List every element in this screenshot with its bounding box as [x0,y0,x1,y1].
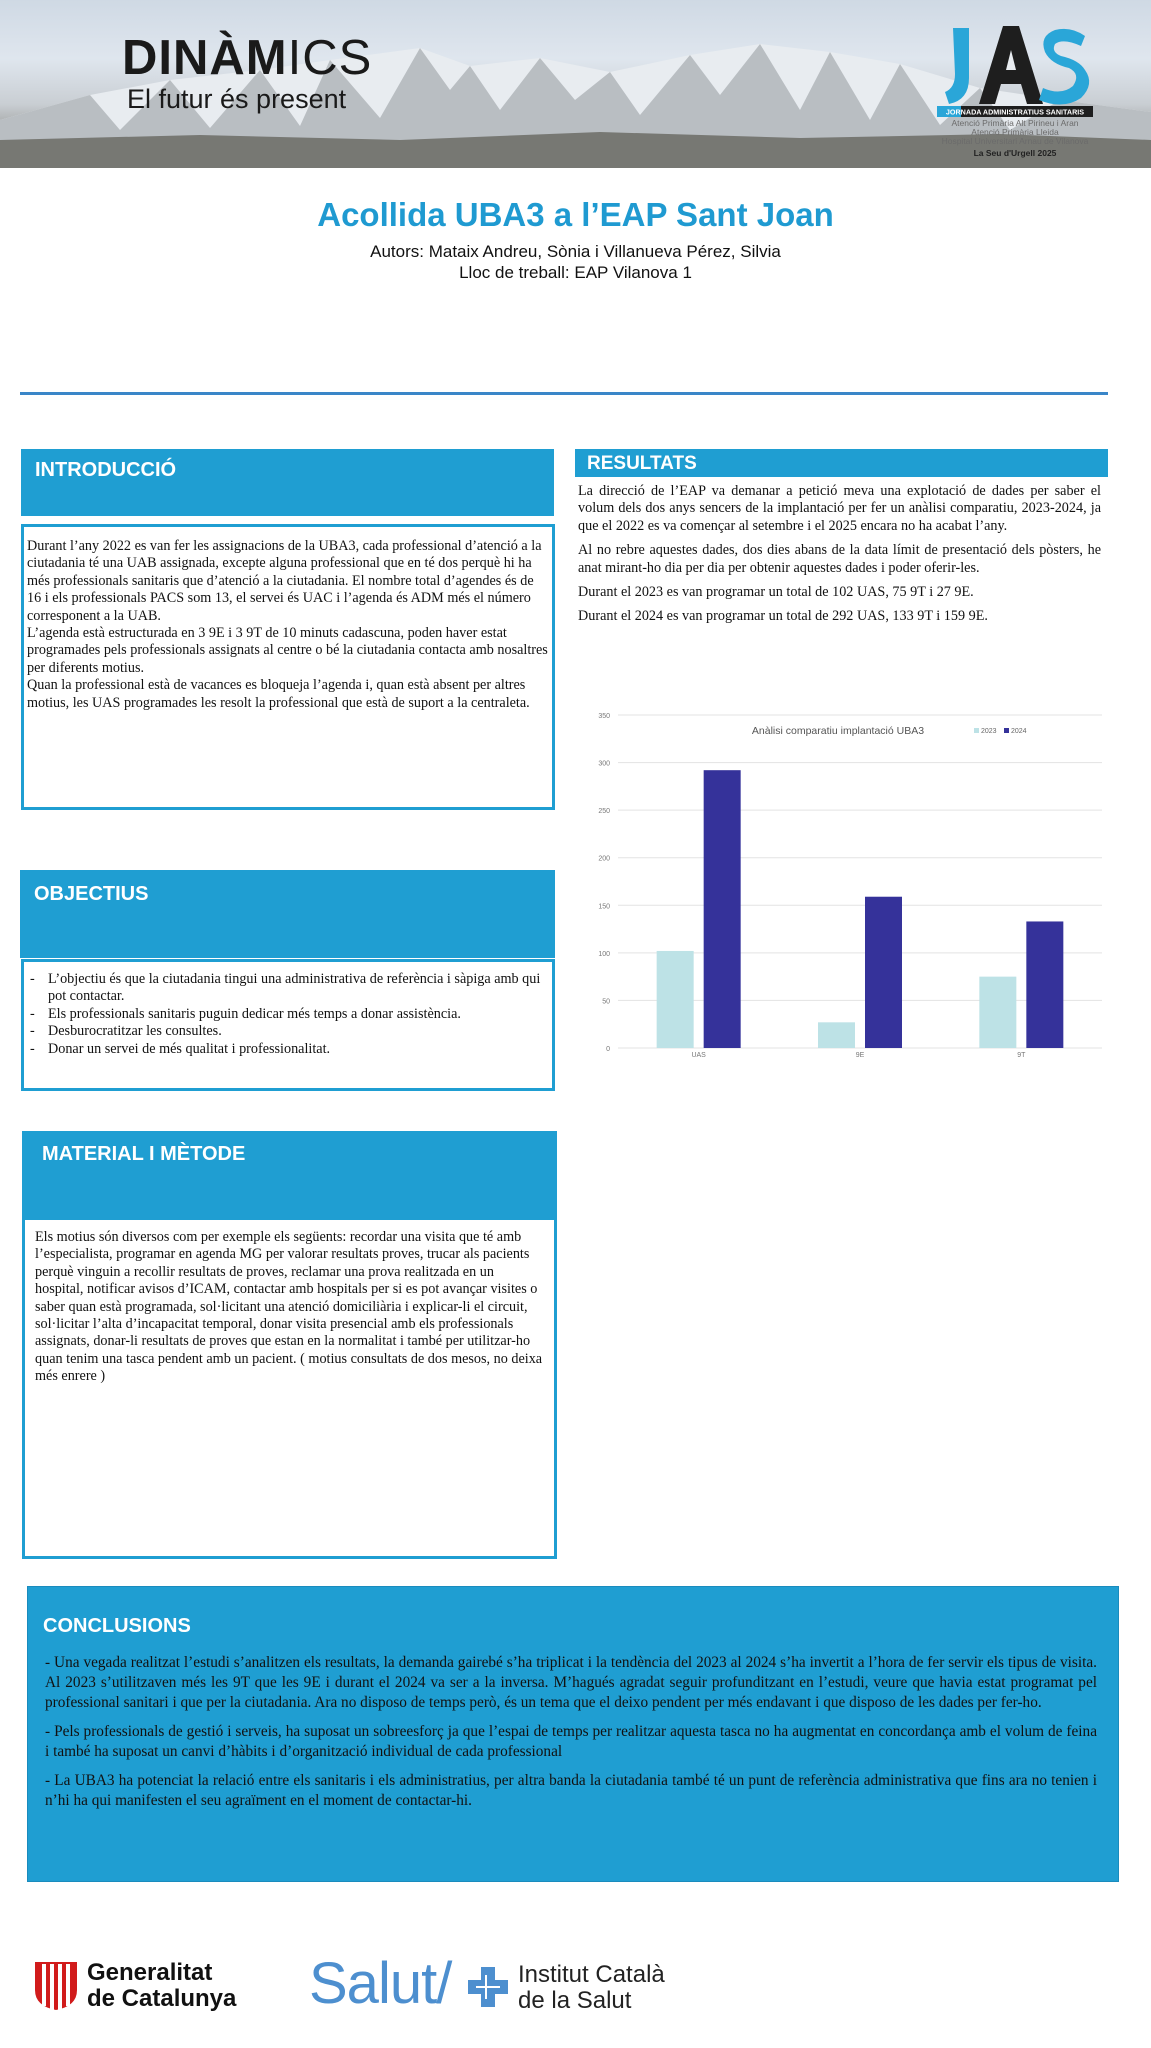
salut-logo: Salut/ [309,1951,452,2016]
generalitat-logo-text: Generalitat de Catalunya [87,1959,237,2012]
results-paragraph: Al no rebre aquestes dades, dos dies abans de la data límit de presentació dels pòsters, he anat mirant-ho dia per dia per obtenir aquestes dades i poder oferir-les. [578,542,1101,576]
y-tick-label: 100 [598,950,610,958]
bar-2023-UAS [657,951,694,1048]
conclusions-section [27,1586,1119,1882]
x-tick-label: UAS [691,1052,706,1059]
poster-title: Acollida UBA3 a l’EAP Sant Joan [317,196,834,233]
bar-2023-9E [818,1022,855,1048]
intro-text: Durant l’any 2022 es van fer les assignacions de la UBA3, cada professional d’atenció a la ciutadania té una UAB assignada, excepte alguna professional que en té dos perquè hi ha més professionals sanitaris que d’atenció a la ciutadania. El nombre total d’agendes és de 16 i els professionals PACS som 13, el servei és UAC i l’agenda és ADM més el número corresponent a la UAB. L’agenda està estructurada en 3 9E i 3 9T de 10 minuts cadascuna, poden haver estat programades pels professionals assignats al centre o bé la ciutadania contacta amb nosaltres per diferents motius. Quan la professional està de vacances es bloqueja l’agenda i, quan està absent per altres motius, les UAS programades les resolt la professional que està de suport a la centraleta. [27,538,548,711]
list-item: - Donar un servei de més qualitat i professionalitat. [26,1041,550,1058]
results-heading: RESULTATS [575,449,1108,477]
conclusions-text [45,1653,1097,1820]
legend-label: 2023 [981,728,997,735]
bar-2024-9E [865,897,902,1048]
list-item: - Desburocratitzar les consultes. [26,1023,550,1040]
objectives-box [21,959,555,1091]
conclusions-paragraph: - La UBA3 ha potenciat la relació entre els sanitaris i els administratius, per altra banda la ciutadania també té un punt de referència administrativa que fins ara no tenien i n’hi ha qui manifesten el seu agraïment en el moment de contactar-hi. [45,1772,1097,1809]
objectives-heading: OBJECTIUS [20,870,555,958]
legend-swatch [974,728,979,733]
y-tick-label: 0 [606,1046,610,1053]
jas-subtitle-2: Atenció Primària Lleida [971,127,1059,137]
workplace: Lloc de treball: EAP Vilanova 1 [459,263,692,282]
conclusions-heading: CONCLUSIONS [43,1615,191,1637]
y-tick-label: 300 [598,760,610,768]
jas-band-text: JORNADA ADMINISTRATIUS SANITARIS [945,107,1085,117]
chart-title: Anàlisi comparatiu implantació UBA3 [751,725,925,737]
conclusions-paragraph: - Una vegada realitzat l’estudi s’analitzen els resultats, la demanda gairebé s’ha triplicat i la tendència del 2023 al 2024 s’ha invertit a l’hora de fer servir els tipus de visita. Al 2023 s’utilitzaven més les 9T que les 9E i durant el 2024 va ser a la inversa. M’hagués agradat seguir profunditzant en l’estudi, veure que havia estat programat pel professional sanitari i que per la ciutadania. Ara no disposo de temps però, és un tema que el deixo pendent per més endavant i que disposo de les dades per fer-ho. [45,1654,1097,1711]
results-text [578,483,1101,633]
bar-chart [576,700,1106,1062]
list-item: - L’objectiu és que la ciutadania tingui una administrativa de referència i sàpiga amb qui pot contactar. [26,971,550,1006]
legend-swatch [1004,728,1009,733]
results-paragraph: Durant el 2024 es van programar un total de 292 UAS, 133 9T i 159 9E. [578,608,988,625]
ics-logo-text: Institut Català de la Salut [518,1961,665,2014]
bar-2024-UAS [704,770,741,1048]
conclusions-paragraph: - Pels professionals de gestió i serveis, ha suposat un sobreesforç ja que l’espai de temps per realitzar aquesta tasca no ha augmentat en concordança amb el volum de feina i també ha suposat un canvi d’hàbits i d’organització individual de cada professional [45,1723,1097,1760]
y-tick-label: 200 [598,855,610,863]
method-text: Els motius són diversos com per exemple els següents: recordar una visita que té amb l’especialista, programar en agenda MG per valorar resultats proves, trucar als pacients perquè vinguin a recollir resultats de proves, reclamar una prova realitzada en un hospital, notificar avisos d’ICAM, contactar amb hospitals per si es pot avançar visites o saber quan està programada, sol·licitant una atenció domiciliària i explicar-li el circuit, sol·licitar l’alta d’incapacitat temporal, donar visita presencial amb els professionals assignats, donar-li resultats de proves que estan en la normalitat i també per utilitzar-ho quan tenim una tasca pendent amb un pacient. ( motius consultats de dos mesos, no deixa més enrere ) [35,1229,543,1385]
jas-subtitle-3: Hospital Universitari Arnau de Vilanova [941,136,1089,146]
tagline: El futur és present [127,84,347,114]
header-banner [0,0,1151,168]
jas-subtitle-1: Atenció Primària Alt Pirineu i Aran [951,118,1079,128]
results-paragraph: La direcció de l’EAP va demanar a petició meva una explotació de dades per saber el volum dels dos anys sencers de la implantació per fer un anàlisi comparatiu, 2023-2024, ja que el 2022 es va començar al setembre i el 2025 encara no ha acabat l’any. [578,483,1101,534]
divider [20,392,1108,395]
x-tick-label: 9E [855,1052,865,1059]
jas-location: La Seu d'Urgell 2025 [973,148,1057,158]
list-item: - Els professionals sanitaris puguin dedicar més temps a donar assistència. [26,1006,550,1023]
intro-heading: INTRODUCCIÓ [21,449,554,516]
ics-cross-icon [466,1965,510,2009]
legend-label: 2024 [1011,728,1027,735]
authors: Autors: Mataix Andreu, Sònia i Villanueva Pérez, Silvia [370,242,781,261]
results-paragraph: Durant el 2023 es van programar un total de 102 UAS, 75 9T i 27 9E. [578,584,974,601]
dinamics-logo: DINÀMICS [122,31,373,85]
method-box [22,1217,557,1559]
y-tick-label: 350 [598,713,610,720]
objectives-list [26,971,550,1058]
generalitat-shield-icon [33,1960,79,2012]
y-tick-label: 50 [602,998,610,1006]
bar-2023-9T [979,977,1016,1048]
y-tick-label: 150 [598,903,610,911]
intro-box [21,524,555,810]
x-tick-label: 9T [1017,1052,1026,1059]
y-tick-label: 250 [598,808,610,816]
method-heading: MATERIAL I MÈTODE [22,1131,557,1218]
bar-2024-9T [1026,921,1063,1048]
